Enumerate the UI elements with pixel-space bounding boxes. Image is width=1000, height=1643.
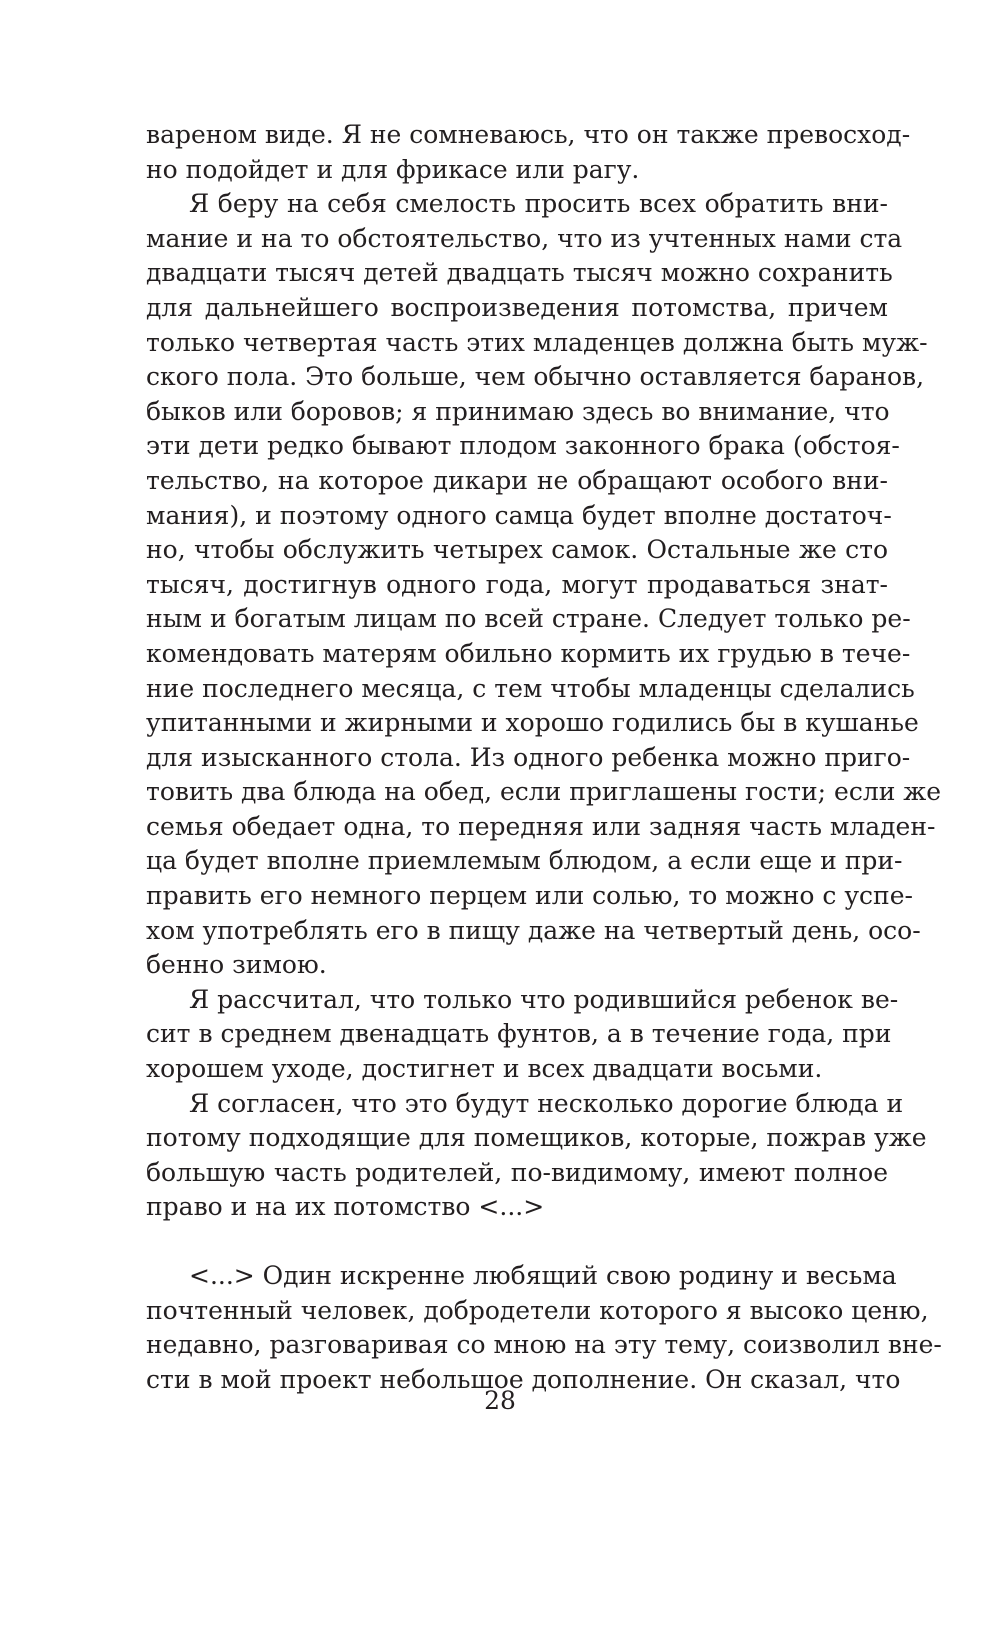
paragraph xyxy=(146,1259,942,1397)
text-line: но подойдет и для фрикасе или рагу. xyxy=(146,154,640,184)
text-line: тельство, на которое дикари не обращают особого вни- xyxy=(146,465,888,495)
section-break xyxy=(146,1225,888,1259)
text-line: право и на их потомство <...> xyxy=(146,1192,545,1222)
text-line: только четвертая часть этих младенцев должна быть муж- xyxy=(146,327,928,357)
text-line: ние последнего месяца, с тем чтобы младенцы сделались xyxy=(146,673,915,703)
page-number: 28 xyxy=(484,1386,516,1415)
text-line: хом употреблять его в пищу даже на четвертый день, осо- xyxy=(146,915,921,945)
text-line: Я беру на себя смелость просить всех обратить вни- xyxy=(189,189,888,219)
text-line: большую часть родителей, по-видимому, имеют полное xyxy=(146,1157,888,1187)
text-line: товить два блюда на обед, если приглашены гости; если же xyxy=(146,777,942,807)
text-line: тысяч, достигнув одного года, могут продаваться знат- xyxy=(146,569,888,599)
text-line: потому подходящие для помещиков, которые, пожрав уже xyxy=(146,1123,927,1153)
text-line: мания), и поэтому одного самца будет вполне достаточ- xyxy=(146,500,892,530)
text-line: двадцати тысяч детей двадцать тысяч можно сохранить xyxy=(146,258,893,288)
text-line: упитанными и жирными и хорошо годились бы в кушанье xyxy=(146,708,919,738)
text-line: для изысканного стола. Из одного ребенка можно приго- xyxy=(146,742,911,772)
paragraph xyxy=(146,118,911,187)
text-line: хорошем уходе, достигнет и всех двадцати восьми. xyxy=(146,1054,823,1084)
text-line: эти дети редко бывают плодом законного брака (обстоя- xyxy=(146,431,900,461)
text-line: семья обедает одна, то передняя или задняя часть младен- xyxy=(146,811,936,841)
text-line: сит в среднем двенадцать фунтов, а в течение года, при xyxy=(146,1019,892,1049)
text-line: Я согласен, что это будут несколько дорогие блюда и xyxy=(189,1088,904,1118)
text-line: сти в мой проект небольшое дополнение. Он сказал, что xyxy=(146,1364,901,1394)
paragraph xyxy=(146,983,899,1087)
text-line: но, чтобы обслужить четырех самок. Остальные же сто xyxy=(146,535,888,565)
paragraph xyxy=(146,187,942,983)
text-line: ным и богатым лицам по всей стране. Следует только ре- xyxy=(146,604,911,634)
text-line: мание и на то обстоятельство, что из учтенных нами ста xyxy=(146,223,903,253)
text-line: Я рассчитал, что только что родившийся ребенок ве- xyxy=(189,984,899,1014)
text-line: комендовать матерям обильно кормить их грудью в тече- xyxy=(146,638,911,668)
text-line: недавно, разговаривая со мною на эту тему, соизволил вне- xyxy=(146,1330,942,1360)
text-line: править его немного перцем или солью, то можно с успе- xyxy=(146,881,913,911)
text-line: вареном виде. Я не сомневаюсь, что он также превосход- xyxy=(146,120,911,149)
text-line: <...> Один искренне любящий свою родину и весьма xyxy=(189,1261,897,1290)
text-line: ца будет вполне приемлемым блюдом, а если еще и при- xyxy=(146,846,903,876)
text-line: ского пола. Это больше, чем обычно оставляется баранов, xyxy=(146,362,925,392)
text-line: быков или боровов; я принимаю здесь во внимание, что xyxy=(146,396,890,426)
text-line: бенно зимою. xyxy=(146,950,327,980)
page-body xyxy=(146,118,942,1397)
text-line: для дальнейшего воспроизведения потомства, причем xyxy=(146,292,888,322)
text-line: почтенный человек, добродетели которого я высоко ценю, xyxy=(146,1295,929,1325)
paragraph xyxy=(146,1087,927,1225)
